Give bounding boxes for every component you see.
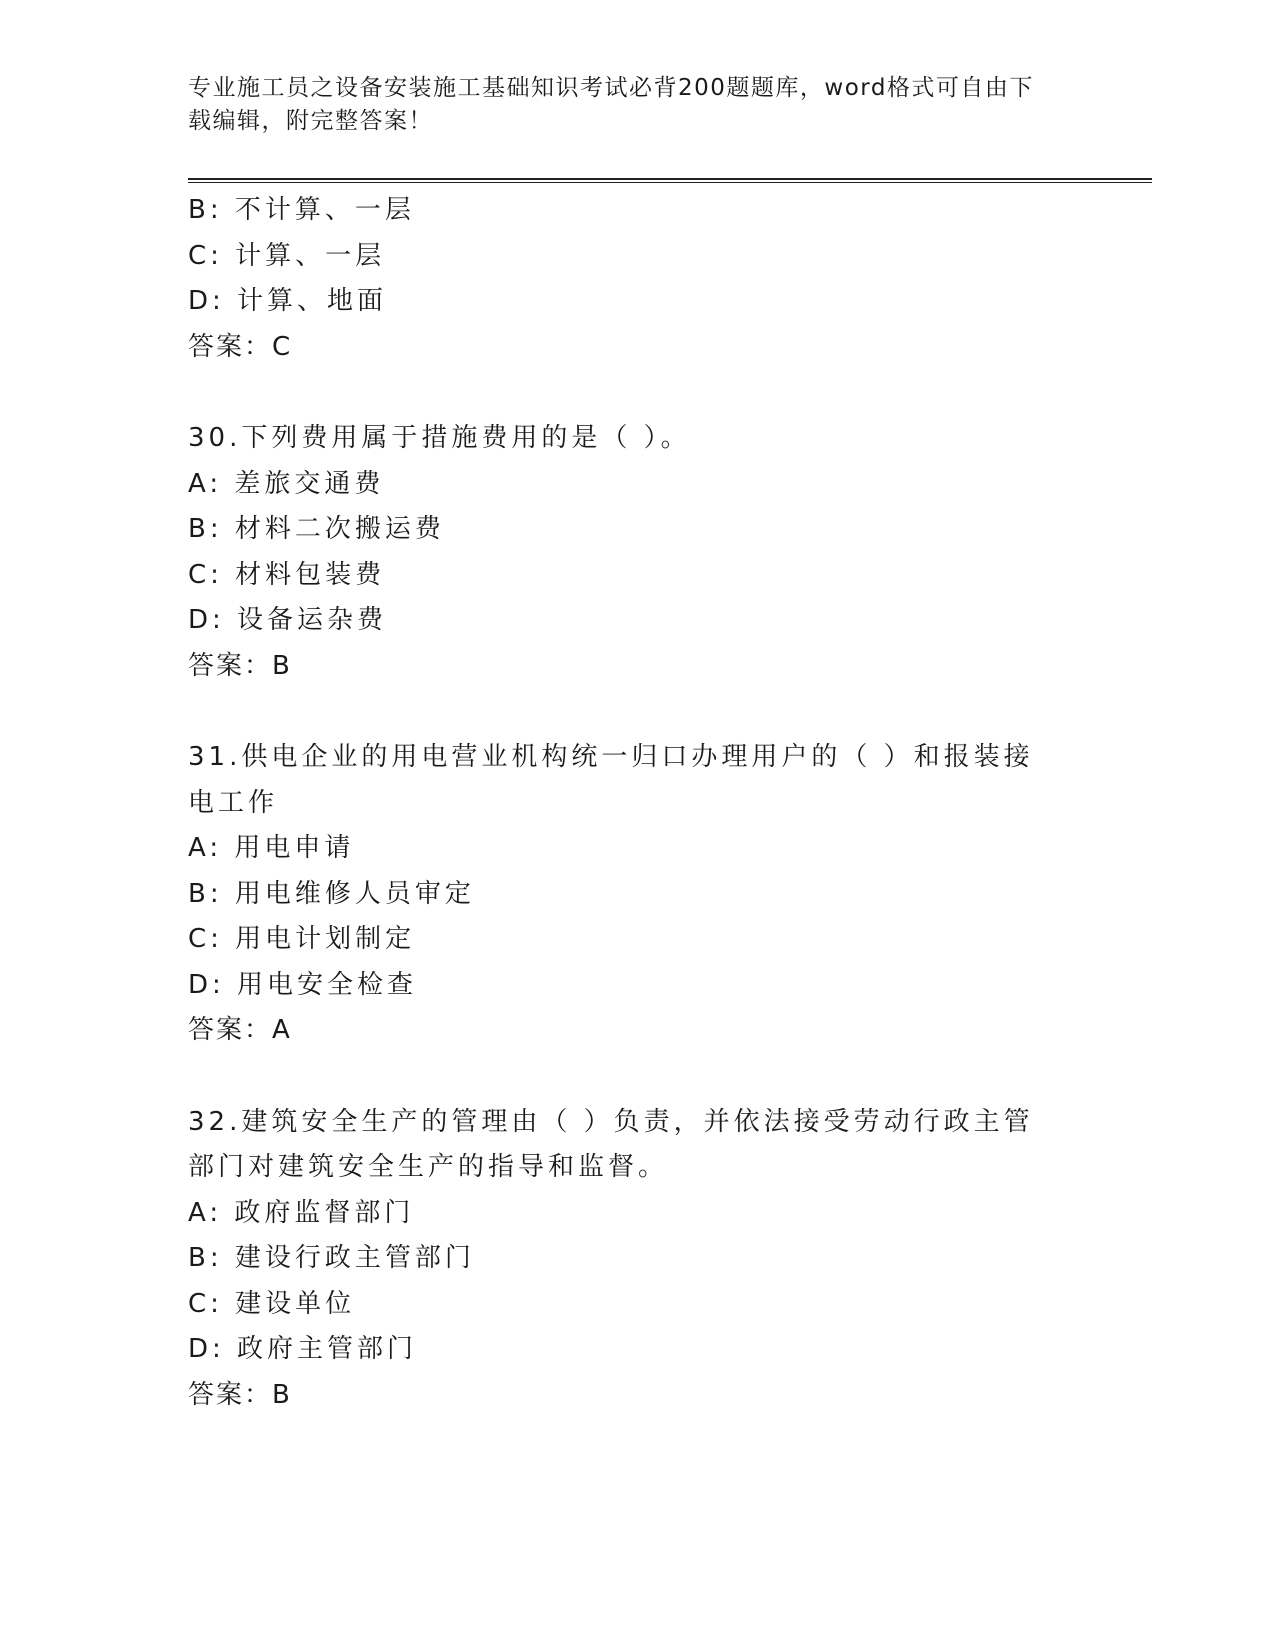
question-block-31 (188, 735, 1148, 1054)
question-block-partial (188, 188, 1148, 370)
spacer (188, 370, 1148, 416)
option-a: A: 政府监督部门 (188, 1197, 415, 1228)
question-block-32 (188, 1100, 1148, 1419)
option-b: B: 建设行政主管部门 (188, 1243, 475, 1273)
header-divider (188, 178, 1152, 183)
answer-line: 答案：A (188, 1015, 292, 1045)
document-header: 专业施工员之设备安装施工基础知识考试必背200题题库，word格式可自由下载编辑，附完整答案！ (188, 75, 1034, 134)
option-a: A: 差旅交通费 (188, 468, 385, 499)
option-c: C: 材料包装费 (188, 559, 386, 590)
answer-line: 答案：B (188, 1379, 292, 1410)
option-c: C: 计算、一层 (188, 240, 386, 271)
question-stem: 32.建筑安全生产的管理由（ ）负责，并依法接受劳动行政主管部门对建筑安全生产的指导和监督。 (188, 1106, 1034, 1182)
answer-line: 答案：C (188, 331, 293, 362)
option-c: C: 建设单位 (188, 1288, 356, 1319)
question-stem: 31.供电企业的用电营业机构统一归口办理用户的（ ）和报装接电工作 (188, 742, 1034, 818)
document-page (188, 0, 1148, 1650)
spacer (188, 1054, 1148, 1100)
option-d: D: 政府主管部门 (188, 1334, 418, 1364)
option-b: B: 用电维修人员审定 (188, 878, 475, 909)
question-list (188, 188, 1148, 1418)
option-d: D: 用电安全检查 (188, 969, 418, 1000)
question-stem: 30.下列费用属于措施费用的是（ ）。 (188, 423, 691, 453)
option-b: B: 不计算、一层 (188, 195, 415, 225)
answer-line: 答案：B (188, 650, 292, 681)
question-block-30 (188, 416, 1148, 689)
option-d: D: 设备运杂费 (188, 605, 388, 635)
option-c: C: 用电计划制定 (188, 924, 416, 954)
option-a: A: 用电申请 (188, 833, 355, 863)
option-d: D: 计算、地面 (188, 286, 388, 316)
option-b: B: 材料二次搬运费 (188, 514, 445, 544)
spacer (188, 689, 1148, 735)
